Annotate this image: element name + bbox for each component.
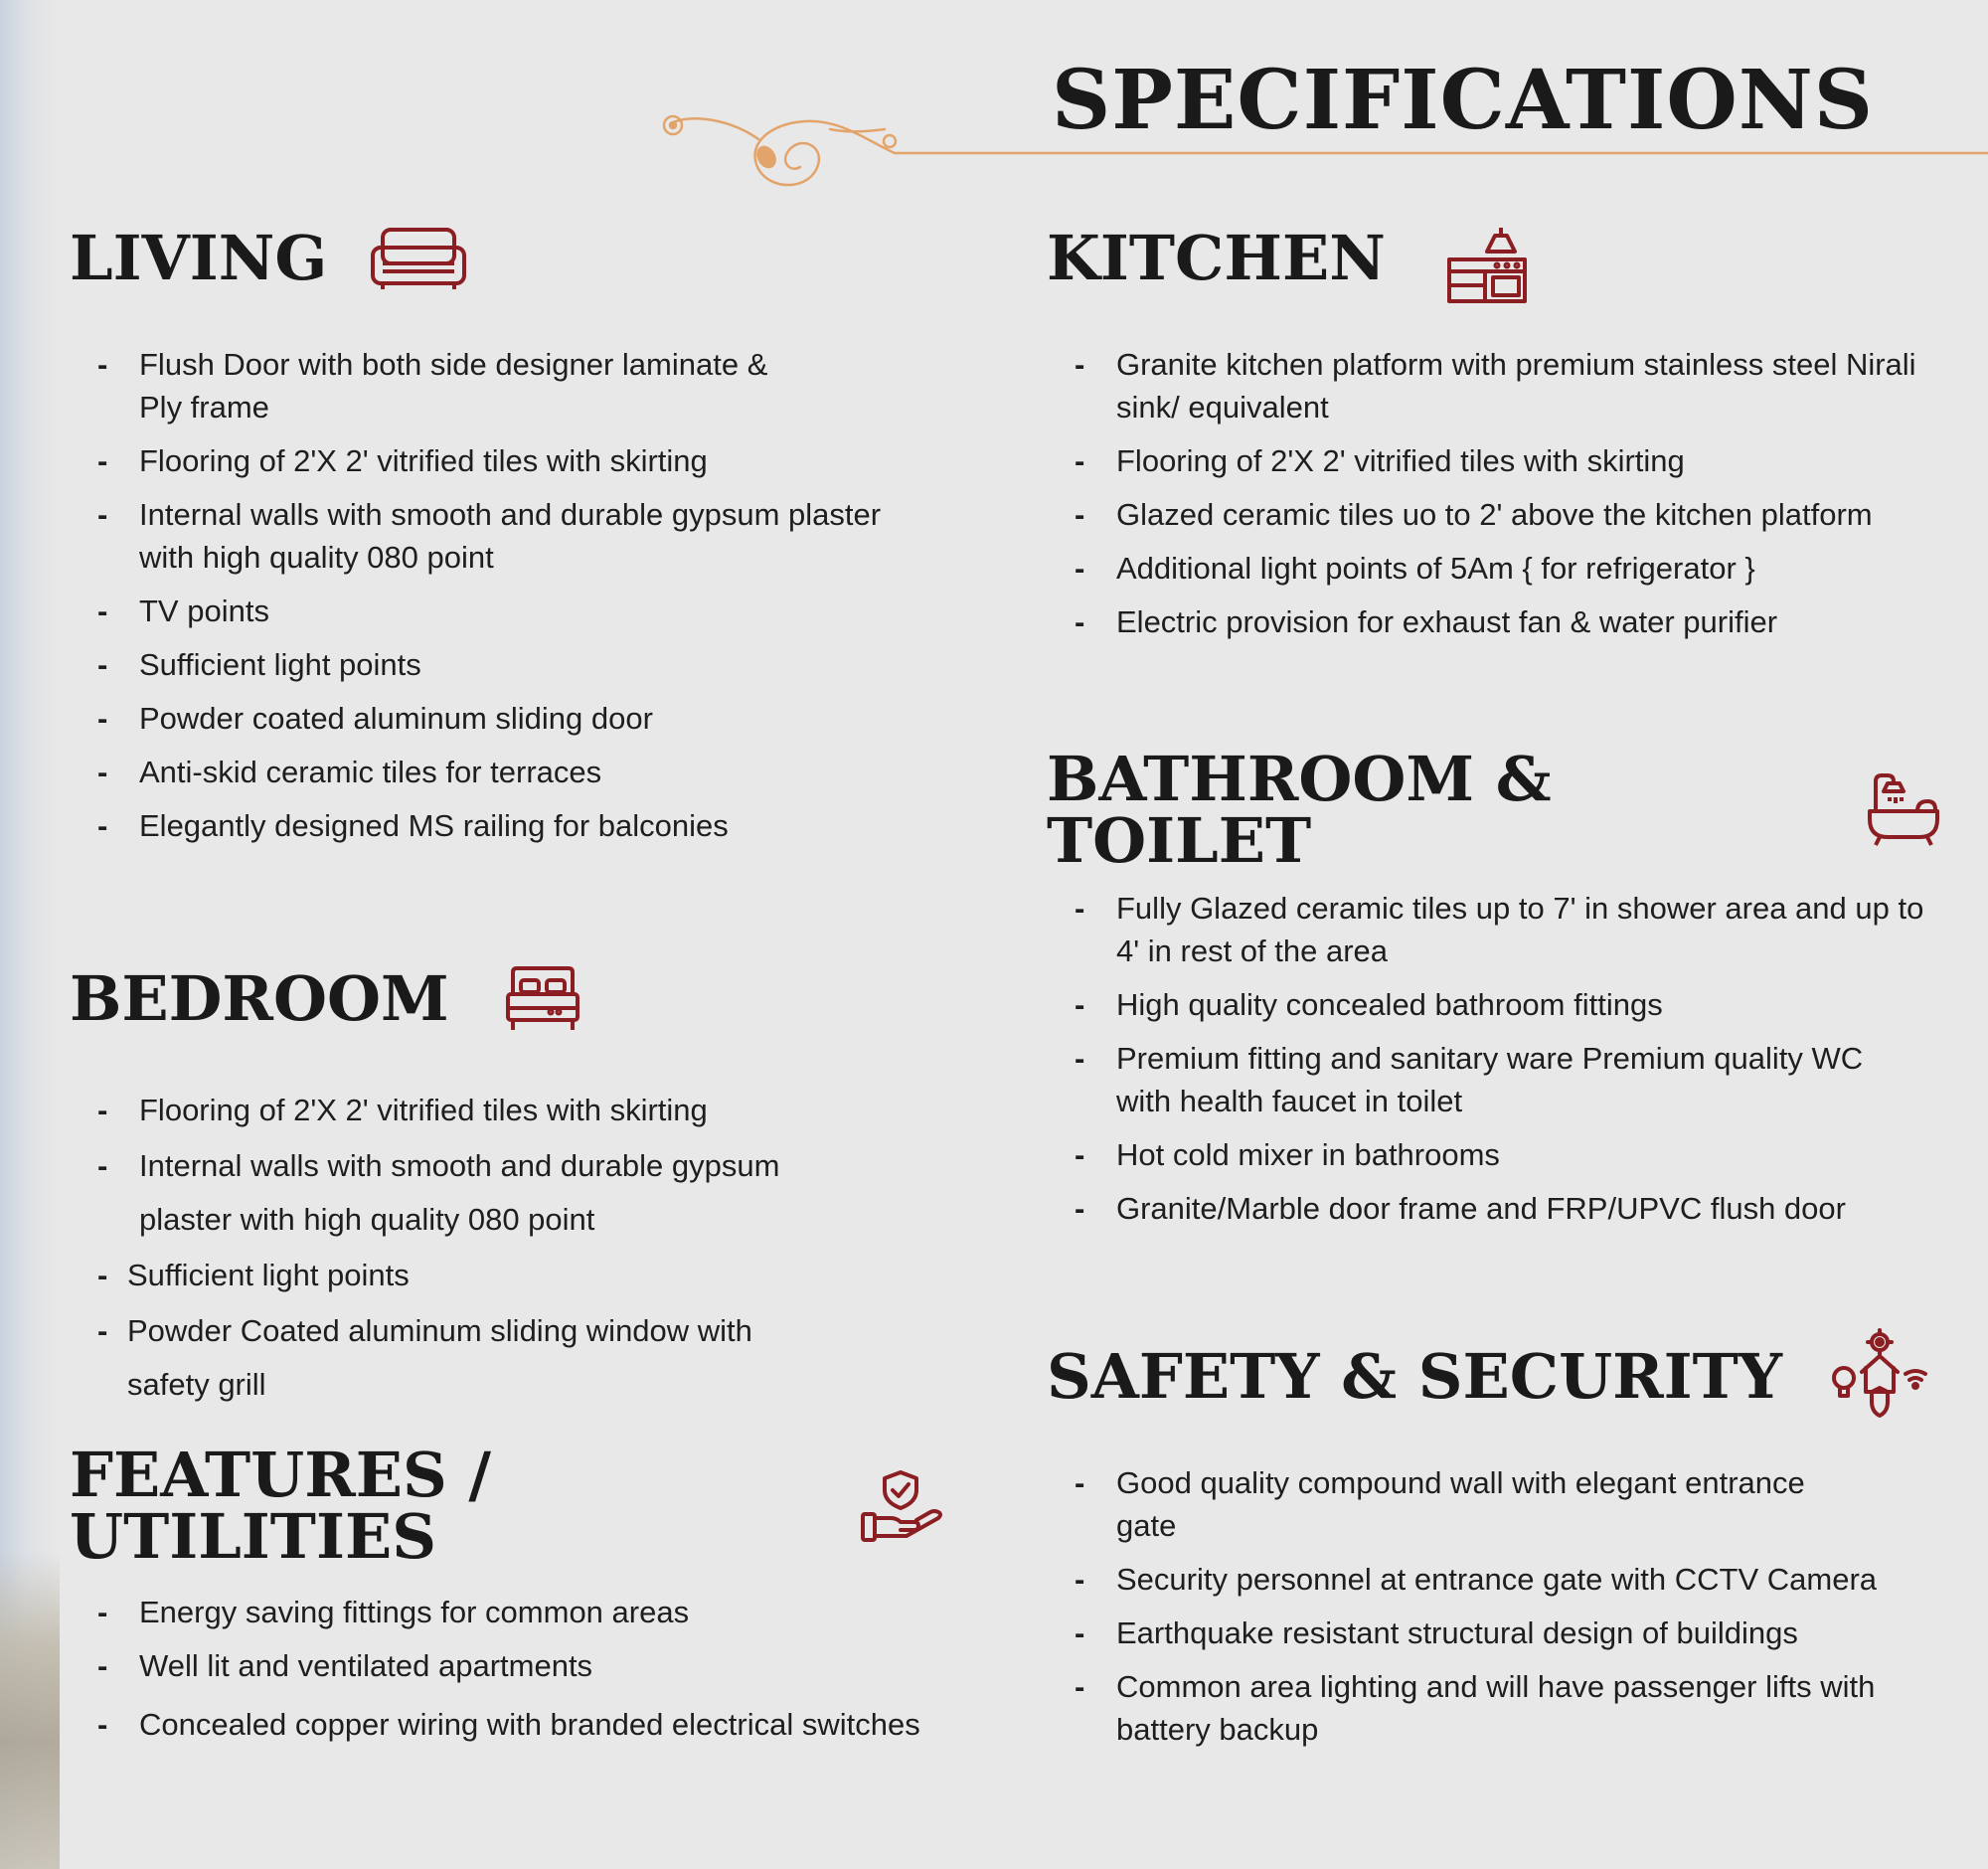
list-item: - Powder Coated aluminum sliding window with safety grill — [70, 1304, 783, 1412]
page-title: SPECIFICATIONS — [1052, 53, 1874, 148]
list-item: - Fully Glazed ceramic tiles up to 7' in shower area and up to 4' in rest of the area — [1047, 887, 1941, 972]
sofa-icon — [369, 226, 468, 291]
smart-home-security-icon — [1828, 1328, 1931, 1426]
bedroom-header — [70, 954, 924, 1044]
features-title: FEATURES / UTILITIES — [70, 1439, 491, 1573]
list-item: - Energy saving fittings for common areas — [70, 1591, 944, 1633]
list-item: - Granite kitchen platform with premium stainless steel Nirali sink/ equivalent — [1047, 343, 1941, 428]
living-header — [70, 214, 924, 303]
list-item: - Elegantly designed MS railing for balconies — [70, 804, 924, 847]
list-item: - TV points — [70, 590, 924, 632]
list-item: - Flush Door with both side designer laminate & Ply frame — [70, 343, 815, 428]
list-item: - Sufficient light points — [70, 643, 924, 686]
list-item: - Glazed ceramic tiles uo to 2' above the kitchen platform — [1047, 493, 1911, 536]
list-item: - Flooring of 2'X 2' vitrified tiles with skirting — [70, 1084, 924, 1137]
list-item: - Good quality compound wall with elegant entrance gate — [1047, 1461, 1872, 1547]
list-item: - Security personnel at entrance gate with CCTV Camera — [1047, 1558, 1892, 1601]
decorative-flourish — [651, 99, 1988, 199]
list-item: - Earthquake resistant structural design of buildings — [1047, 1612, 1988, 1654]
features-header — [70, 1439, 944, 1573]
hand-shield-icon — [861, 1468, 944, 1544]
bathtub-icon — [1866, 771, 1941, 849]
list-item: - Electric provision for exhaust fan & water purifier — [1047, 600, 1941, 643]
bedroom-title: BEDROOM — [70, 962, 449, 1035]
background-foliage — [0, 1551, 60, 1869]
kitchen-title: KITCHEN — [1047, 222, 1386, 294]
list-item: - Granite/Marble door frame and FRP/UPVC flush door — [1047, 1187, 1911, 1230]
list-item: - Additional light points of 5Am { for refrigerator } — [1047, 547, 1941, 590]
list-item: - Powder coated aluminum sliding door — [70, 697, 924, 740]
list-item: - Concealed copper wiring with branded electrical switches — [70, 1698, 954, 1752]
list-item: - Flooring of 2'X 2' vitrified tiles with skirting — [1047, 439, 1941, 482]
bathroom-header — [1047, 743, 1941, 877]
list-item: - Flooring of 2'X 2' vitrified tiles with skirting — [70, 439, 924, 482]
safety-title: SAFETY & SECURITY — [1047, 1340, 1783, 1413]
list-item: - High quality concealed bathroom fittings — [1047, 983, 1941, 1026]
list-item: - Internal walls with smooth and durable gypsum plaster with high quality 080 point — [70, 493, 934, 579]
bathroom-title: BATHROOM & TOILET — [1047, 743, 1552, 877]
living-section — [70, 214, 924, 858]
list-item: - Common area lighting and will have passenger lifts with battery backup — [1047, 1665, 1911, 1751]
list-item: - Hot cold mixer in bathrooms — [1047, 1133, 1941, 1176]
bedroom-section — [70, 954, 924, 1414]
list-item: - Premium fitting and sanitary ware Premium quality WC with health faucet in toilet — [1047, 1037, 1872, 1122]
list-item: - Well lit and ventilated apartments — [70, 1644, 944, 1687]
bed-icon — [505, 964, 580, 1034]
list-item: - Sufficient light points — [70, 1249, 924, 1302]
safety-section — [1047, 1332, 1941, 1762]
features-section — [70, 1439, 944, 1763]
kitchen-header — [1047, 214, 1941, 303]
list-item: - Internal walls with smooth and durable gypsum plaster with high quality 080 point — [70, 1139, 835, 1247]
list-item: - Anti-skid ceramic tiles for terraces — [70, 751, 924, 793]
safety-header — [1047, 1332, 1941, 1422]
kitchen-icon — [1447, 224, 1527, 305]
kitchen-section — [1047, 214, 1941, 654]
living-title: LIVING — [70, 222, 328, 294]
bathroom-section — [1047, 743, 1941, 1241]
